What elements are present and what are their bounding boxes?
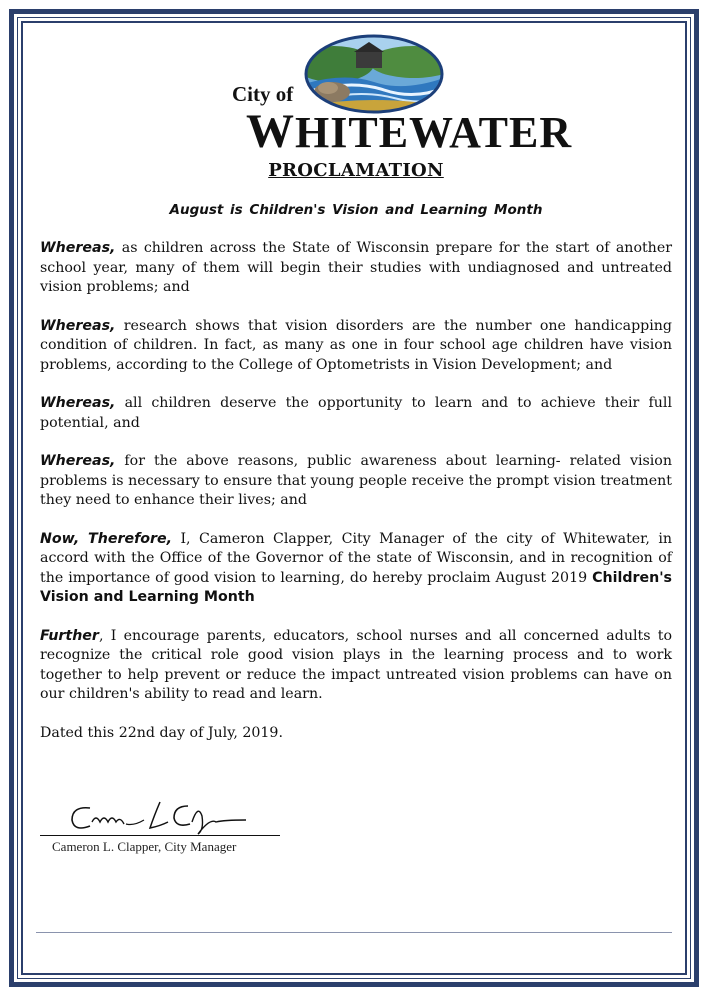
paragraph-5 bbox=[40, 530, 672, 608]
paragraph-lead: Now, Therefore, bbox=[40, 530, 173, 547]
paragraph-4 bbox=[40, 452, 672, 511]
paragraph-2 bbox=[40, 317, 672, 376]
paragraph-lead: Whereas, bbox=[40, 453, 116, 469]
paragraph-lead: Whereas, bbox=[40, 240, 116, 256]
page-title: PROCLAMATION bbox=[268, 160, 444, 181]
handwritten-signature-icon bbox=[64, 796, 254, 836]
paragraph-text: , I encourage parents, educators, school nurses and all concerned adults to recognize the critical role good vision plays in the learning process and to work together to help prevent or reduce the impact untreated vision problems can have on our children's ability to read and learn. bbox=[40, 627, 672, 702]
paragraph-lead: Whereas, bbox=[40, 395, 116, 411]
paragraph-lead: Further bbox=[40, 627, 99, 644]
logo-initial: W bbox=[246, 105, 295, 158]
dated-line: Dated this 22nd day of July, 2019. bbox=[40, 724, 283, 741]
logo-whitewater-text bbox=[246, 104, 572, 159]
proclamation-body bbox=[40, 239, 672, 762]
paragraph-text: I, Cameron Clapper, City Manager of the city of Whitewater, in accord with the Office of the Governor of the state of Wisconsin, and in recognition of the importance of good vision to learning, do hereby proclaim August 2019 bbox=[40, 530, 672, 586]
paragraph-3 bbox=[40, 394, 672, 433]
signature-line bbox=[40, 835, 280, 836]
city-logo bbox=[232, 34, 573, 158]
river-scene-logo-icon bbox=[304, 34, 444, 114]
paragraph-text: as children across the State of Wisconsin prepare for the start of another school year, many of them will begin their studies with undiagnosed and untreated vision problems; and bbox=[40, 240, 672, 295]
signatory-name: Cameron L. Clapper, City Manager bbox=[52, 839, 237, 854]
paragraph-text: for the above reasons, public awareness about learning- related vision problems is necessary to ensure that young people receive the prompt vision treatment they need to enhance their lives; and bbox=[40, 453, 672, 508]
logo-rest: HITEWATER bbox=[295, 108, 573, 157]
paragraph-1 bbox=[40, 239, 672, 298]
proclaimed-month: Children's Vision and Learning Month bbox=[40, 569, 672, 605]
logo-city-of-text: City of bbox=[232, 82, 294, 106]
page-subtitle: August is Children's Vision and Learning Month bbox=[169, 202, 543, 218]
paragraph-text: all children deserve the opportunity to learn and to achieve their full potential, and bbox=[40, 395, 672, 431]
paragraph-text: research shows that vision disorders are the number one handicapping condition of children. In fact, as many as one in four school age children have vision problems, according to the College of Optometrists in Vision Development; and bbox=[40, 317, 672, 373]
paragraph-lead: Whereas, bbox=[40, 317, 116, 334]
paragraph-6 bbox=[40, 627, 672, 705]
footer-divider bbox=[36, 932, 672, 933]
